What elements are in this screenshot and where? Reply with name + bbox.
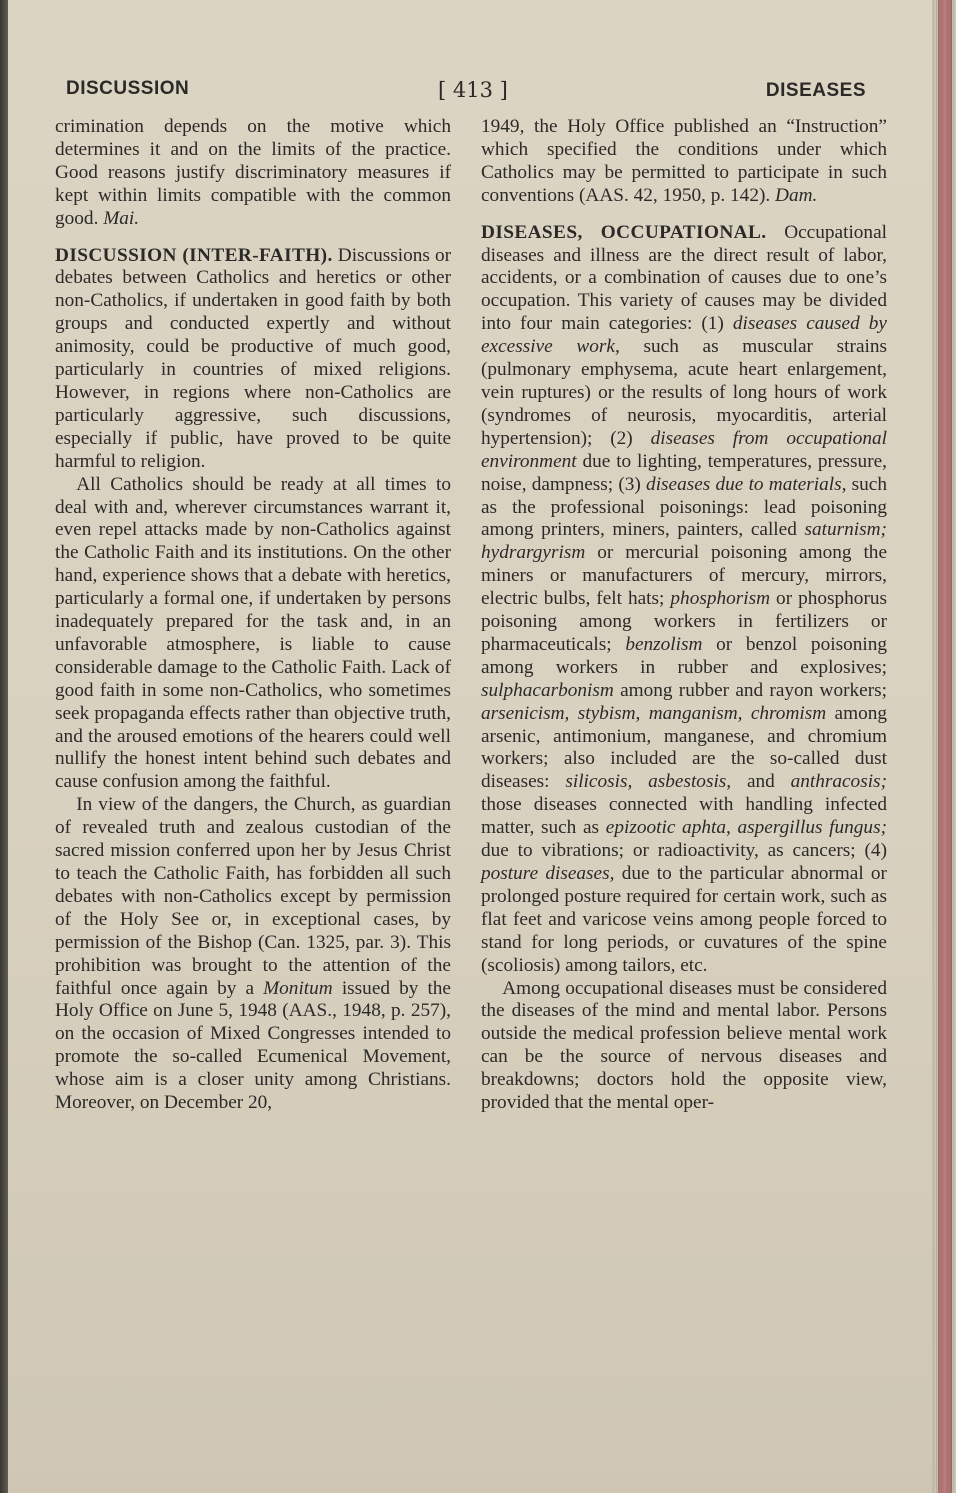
- entry-diseases-occupational: DISEASES, OCCUPATIONAL. Occupational diseases and illness are the direct result of labor, accidents, or a combination of causes due to one’s occupation. This variety of causes may be divided into four main categories: (1) diseases caused by excessive work, such as muscular strains (pulmonary emphysema, acute heart enlargement, vein ruptures) or the results of long hours of work (syndromes of neurosis, myocarditis, arterial hypertension); (2) diseases from occupational environment due to lighting, temperatures, pressure, noise, dampness; (3) diseases due to materials, such as the professional poisonings: lead poisoning among printers, miners, painters, called saturnism; hydrargyrism or mercurial poisoning among the miners or manufacturers of mercury, mirrors, electric bulbs, felt hats; phosphorism or phosphorus poisoning among workers in fertilizers or pharmaceuticals; benzolism or benzol poisoning among workers in rubber and explosives; sulphacarbonism among rubber and rayon workers; arsenicism, stybism, manganism, chromism among arsenic, antimonium, manganese, and chromium workers; also included are the so-called dust diseases: silicosis, asbestosis, and anthracosis; those diseases connected with handling infected matter, such as epizootic aphta, aspergillus fungus; due to vibrations; or radioactivity, as cancers; (4) posture diseases, due to the particular abnormal or prolonged posture required for certain work, such as flat feet and varicose veins among people forced to stand for long periods, or cuvatures of the spine (scoliosis) among tailors, etc.: [481, 221, 888, 976]
- page-number: [ 413 ]: [438, 78, 508, 102]
- left-column: [55, 116, 451, 1115]
- book-page: [8, 0, 932, 1493]
- author-initials: Dam.: [775, 184, 818, 206]
- right-column: [481, 116, 887, 1115]
- paragraph: Among occupational diseases must be considered the diseases of the mind and mental labor. Persons outside the medical profession believe mental work can be the source of nervous diseases and breakdowns; doctors hold the opposite view, provided that the mental oper-: [481, 977, 887, 1114]
- running-head-left: DISCUSSION: [66, 78, 190, 99]
- author-initials: Mai.: [103, 207, 140, 229]
- entry-title: DISCUSSION (INTER-FAITH).: [55, 244, 333, 266]
- paragraph-continuation: crimination depends on the motive which determines it and on the limits of the practice. Good reasons justify discriminatory measures if kept within limits compatible with the common good. Mai.: [55, 116, 451, 229]
- page-stack-edge: [932, 0, 956, 1493]
- paragraph: All Catholics should be ready at all times to deal with and, wherever circumstances warrant it, even repel attacks made by non-Catholics against the Catholic Faith and its institutions. On the other hand, experience shows that a debate with heretics, particularly a formal one, if undertaken by persons inadequately prepared for the task and, in an unfavorable atmosphere, is liable to cause considerable damage to the Catholic Faith. Lack of good faith in some non-Catholics, who sometimes seek propaganda effects rather than objective truth, and the aroused emotions of the hearers could well nullify the honest intent behind such debates and cause confusion among the faithful.: [55, 473, 451, 793]
- running-head: [66, 72, 866, 112]
- paragraph: In view of the dangers, the Church, as guardian of revealed truth and zealous custodian of the sacred mission conferred upon her by Jesus Christ to teach the Catholic Faith, has forbidden all such debates with non-Catholics except by permission of the Holy See or, in exceptional cases, by permission of the Bishop (Can. 1325, par. 3). This prohibition was brought to the attention of the faithful once again by a Monitum issued by the Holy Office on June 5, 1948 (AAS., 1948, p. 257), on the occasion of Mixed Congresses intended to promote the so-called Ecumenical Movement, whose aim is a closer unity among Christians. Moreover, on December 20,: [55, 794, 451, 1114]
- entry-title: DISEASES, OCCUPATIONAL.: [481, 221, 767, 243]
- entry-discussion: DISCUSSION (INTER-FAITH). Discussions or debates between Catholics and heretics or other non-Catholics, if undertaken in good faith by both groups and conducted expertly and without animosity, could be productive of much good, particularly in countries of mixed religions. However, in regions where non-Catholics are particularly aggressive, such discussions, especially if public, have proved to be quite harmful to religion.: [55, 244, 452, 472]
- paragraph-continuation: 1949, the Holy Office published an “Instruction” which specified the conditions under which Catholics may be permitted to participate in such conventions (AAS. 42, 1950, p. 142). Dam.: [481, 116, 887, 206]
- running-head-right: DISEASES: [765, 80, 866, 101]
